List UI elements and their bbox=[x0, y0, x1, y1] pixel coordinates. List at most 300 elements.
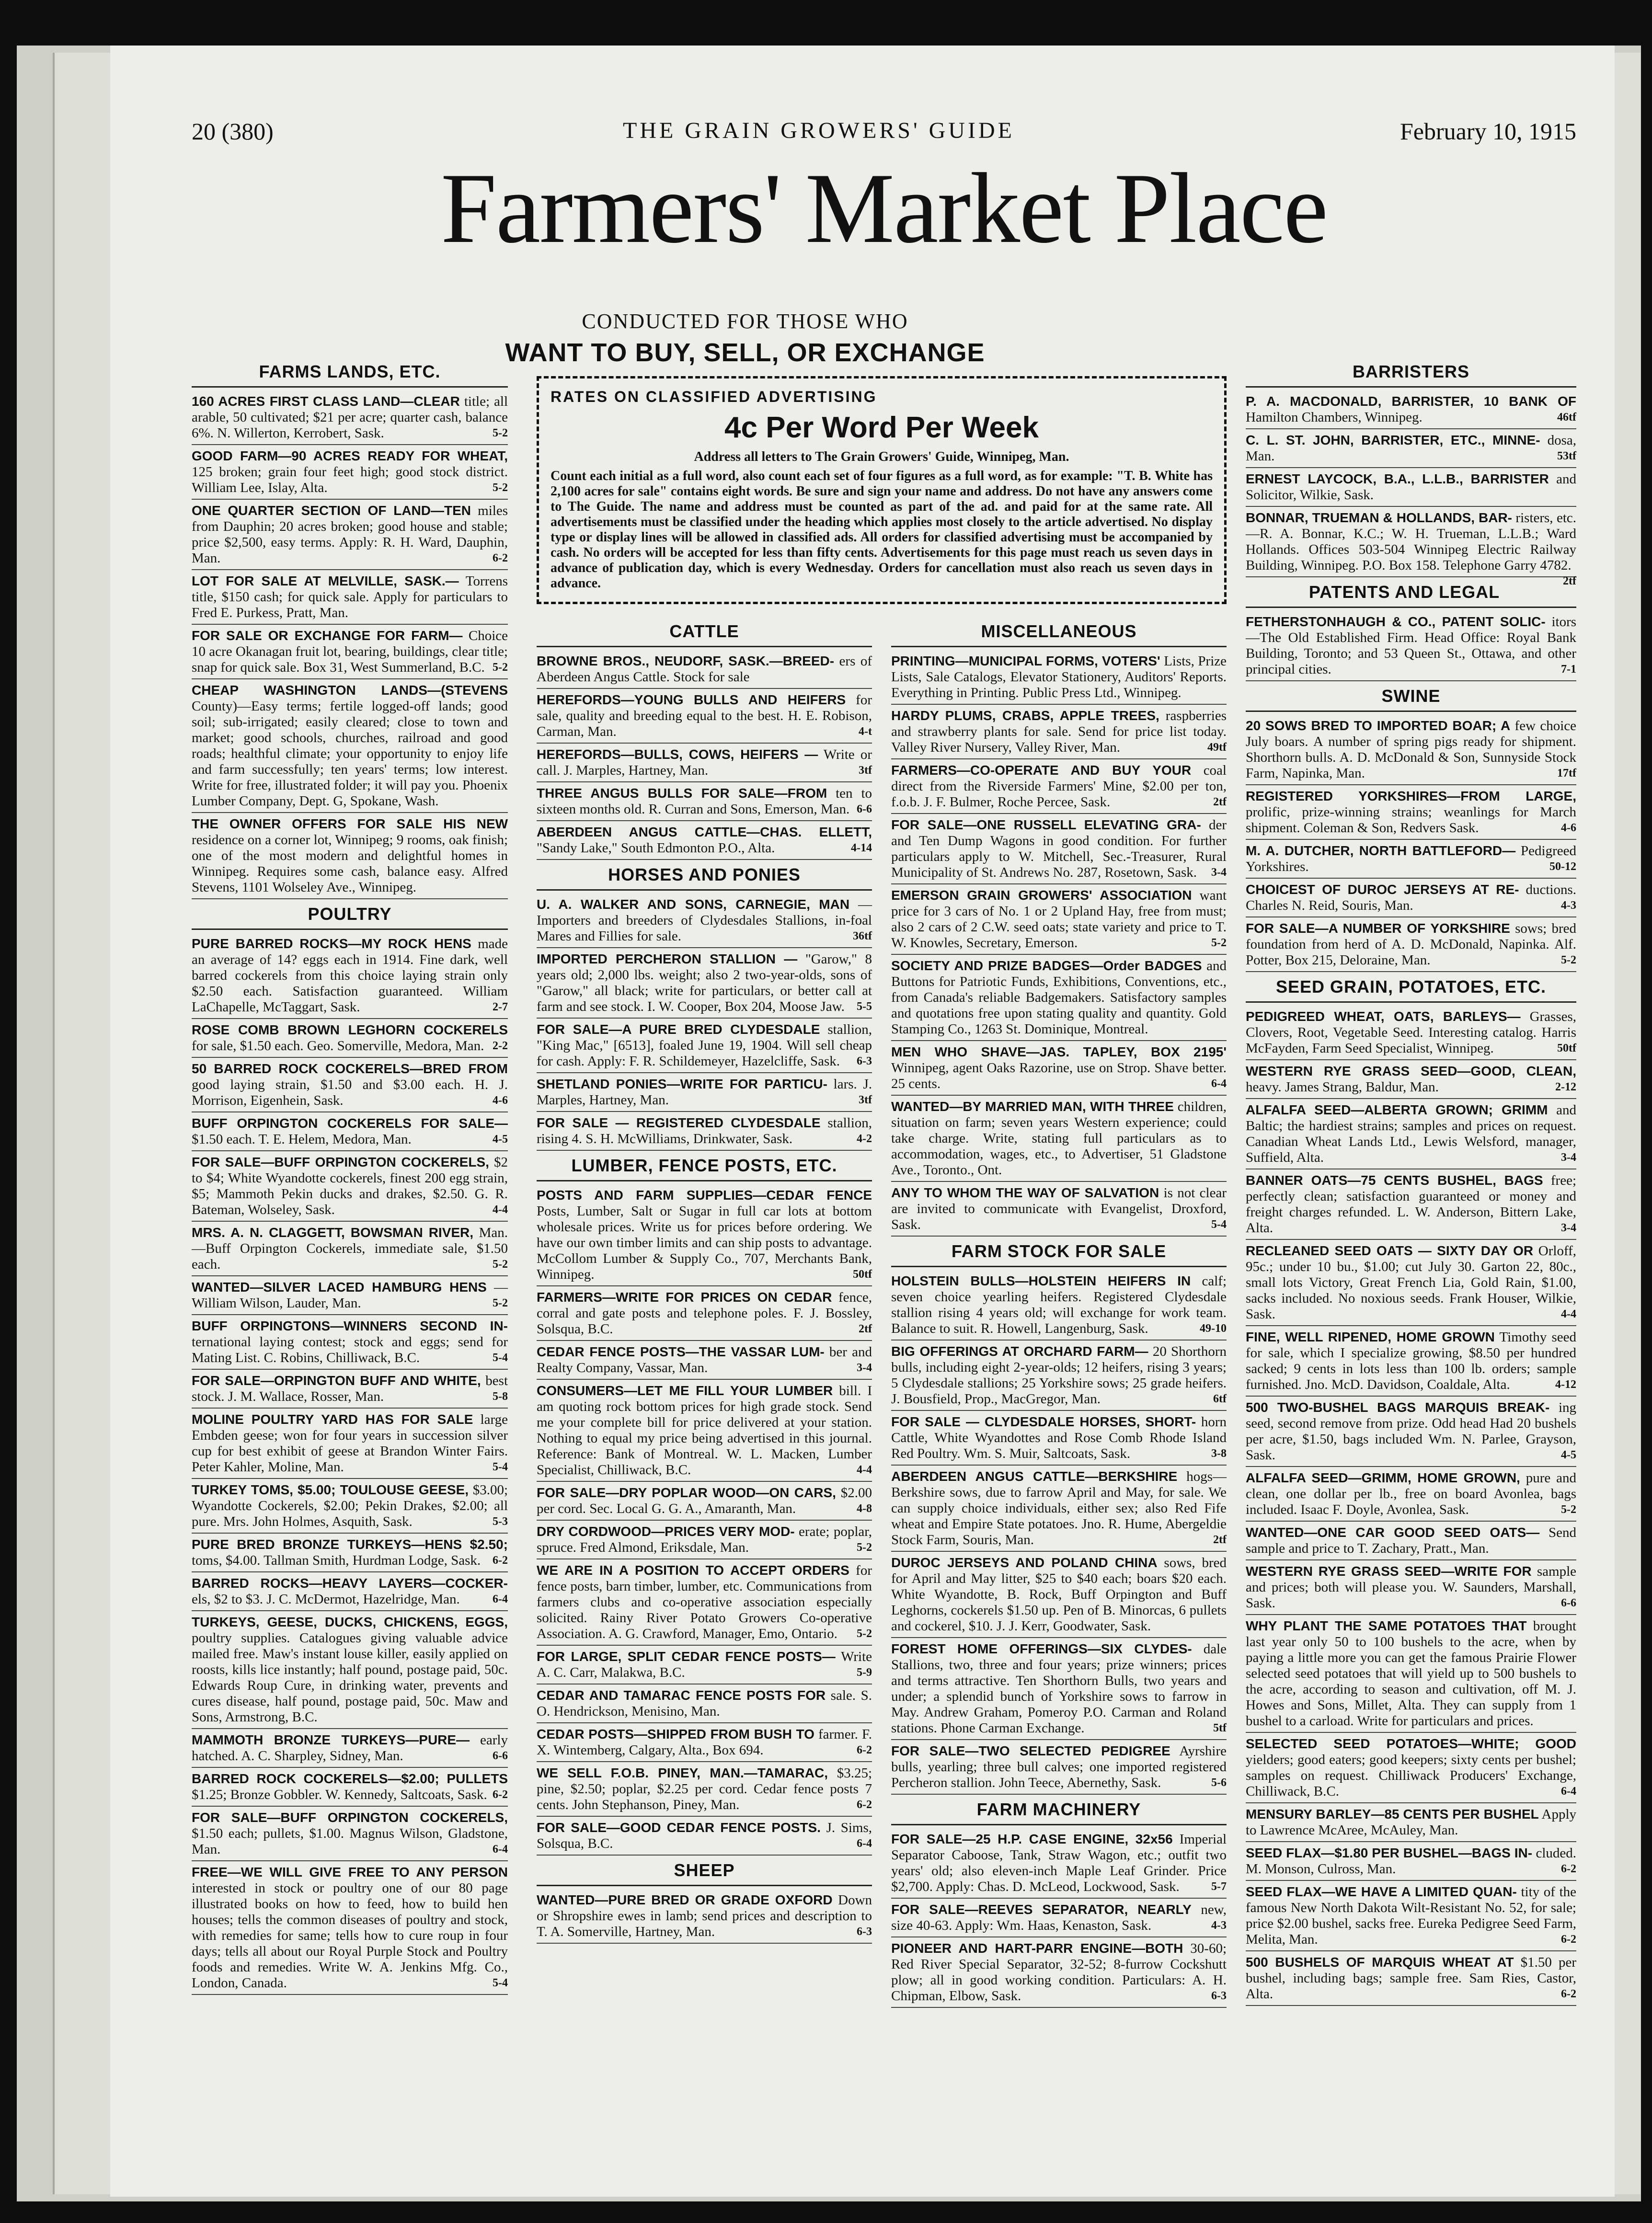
classified-ad bbox=[891, 1041, 1227, 1096]
ad-code: 4-5 bbox=[493, 1133, 508, 1146]
ad-text: lars. J. Marples, Hartney, Man. bbox=[537, 1077, 872, 1108]
ad-code: 5-2 bbox=[1211, 937, 1227, 949]
ad-code: 5-9 bbox=[857, 1666, 872, 1679]
ad-code: 6-2 bbox=[1561, 1863, 1576, 1875]
classified-ad bbox=[1246, 785, 1576, 840]
classified-ad bbox=[891, 1182, 1227, 1237]
ad-heading: BUFF ORPINGTON COCKERELS FOR SALE— bbox=[192, 1116, 508, 1131]
ad-code: 5-2 bbox=[857, 1627, 872, 1640]
ad-text: title; all arable, 50 cultivated; $21 per acre; quarter cash, balance 6%. N. Willerton, Kerrobert, Sask. bbox=[192, 394, 508, 441]
classified-ad bbox=[192, 1861, 508, 1995]
classified-ad bbox=[537, 744, 872, 782]
ad-code: 5-6 bbox=[1211, 1776, 1227, 1789]
ad-text: County)—Easy terms; fertile logged-off lands; good soil; sub-irrigated; easily cleared; close to town and market; good schools, churches, railroad and good roads; healthful climate; your opportunity to enjoy life and farm successfully; ten years' terms; low interest. Write for free, illustrated folder; it will pay you. Phoenix Lumber Company, Dept. G, Spokane, Wash. bbox=[192, 699, 508, 809]
ad-text: stallion, rising 4. S. H. McWilliams, Drinkwater, Sask. bbox=[537, 1115, 872, 1146]
ad-heading: CEDAR POSTS—SHIPPED FROM BUSH TO bbox=[537, 1727, 815, 1742]
classified-ad bbox=[891, 1899, 1227, 1937]
classified-ad bbox=[537, 782, 872, 821]
classified-ad bbox=[192, 625, 508, 679]
ad-code: 6-2 bbox=[1561, 1988, 1576, 2000]
ad-code: 2-12 bbox=[1555, 1081, 1576, 1093]
ad-heading: BONNAR, TRUEMAN & HOLLANDS, BAR- bbox=[1246, 510, 1512, 525]
ad-heading: FOR SALE—GOOD CEDAR FENCE POSTS. bbox=[537, 1820, 821, 1835]
classified-ad bbox=[1246, 1522, 1576, 1560]
ad-text: Lists, Prize Lists, Sale Catalogs, Elevator Stationery, Auditors' Reports. Everything in Printing. Public Press Ltd., Winnipeg. bbox=[891, 653, 1227, 700]
classified-ad bbox=[891, 814, 1227, 884]
classified-ad bbox=[192, 1151, 508, 1222]
ad-text: Choice 10 acre Okanagan fruit lot, bearing, buildings, clear title; snap for quick sale. Box 31, West Summerland, B.C. bbox=[192, 628, 508, 675]
ad-heading: FOR SALE—BUFF ORPINGTON COCKERELS, bbox=[192, 1155, 489, 1169]
classified-ad bbox=[192, 1370, 508, 1409]
ad-code: 4-6 bbox=[1561, 822, 1576, 834]
ad-text: for sale, quality and breeding equal to the best. H. E. Robison, Carman, Man. bbox=[537, 692, 872, 739]
ad-code: 5-2 bbox=[493, 1297, 508, 1309]
ad-heading: BIG OFFERINGS AT ORCHARD FARM— bbox=[891, 1344, 1148, 1359]
ad-code: 4-12 bbox=[1555, 1378, 1576, 1391]
classified-ad bbox=[192, 1807, 508, 1861]
classified-ad bbox=[1246, 1881, 1576, 1951]
ad-heading: CHEAP WASHINGTON LANDS—(STEVENS bbox=[192, 683, 508, 698]
ad-heading: ALFALFA SEED—ALBERTA GROWN; GRIMM bbox=[1246, 1102, 1548, 1117]
barristers-list bbox=[1246, 390, 1577, 587]
ad-heading: 50 BARRED ROCK COCKERELS—BRED FROM bbox=[192, 1061, 508, 1076]
ad-heading: FOR SALE—A PURE BRED CLYDESDALE bbox=[537, 1022, 820, 1037]
classified-ad bbox=[192, 813, 508, 899]
ad-text: dale Stallions, two, three and four years; prize winners; prices and terms attractive. Ten Shorthorn Bulls, two years and under; a splendid bunch of Yorkshire sows to farrow in May. Andrew Graham, Pomeroy P.O. Carman and Roland stations. Phone Carman Exchange. bbox=[891, 1641, 1227, 1736]
ad-text: fence, corral and gate posts and telephone poles. F. J. Bossley, Solsqua, B.C. bbox=[537, 1290, 872, 1337]
ad-text: ing seed, second remove from prize. Odd head Had 20 bushels per acre, $1.50, bags included Wm. N. Parlee, Grayson, Sask. bbox=[1246, 1400, 1576, 1463]
ad-code: 4-8 bbox=[857, 1502, 872, 1515]
column-4 bbox=[1246, 357, 1576, 2006]
ad-code: 6tf bbox=[1213, 1393, 1227, 1405]
ad-heading: PURE BARRED ROCKS—MY ROCK HENS bbox=[192, 936, 471, 951]
classified-ad bbox=[891, 1096, 1227, 1182]
ad-heading: MAMMOTH BRONZE TURKEYS—PURE— bbox=[192, 1732, 470, 1747]
ad-text: want price for 3 cars of No. 1 or 2 Upland Hay, free from must; also 2 cars of 2 C.W. seed oats; state variety and price to T. W. Knowles, Secretary, Emerson. bbox=[891, 888, 1227, 951]
classified-ad bbox=[1246, 1099, 1576, 1169]
section-barristers: BARRISTERS bbox=[1246, 357, 1576, 388]
ad-code: 6-4 bbox=[1211, 1077, 1227, 1090]
ad-heading: MEN WHO SHAVE—JAS. TAPLEY, BOX 2195' bbox=[891, 1044, 1227, 1059]
ad-heading: ALFALFA SEED—GRIMM, HOME GROWN, bbox=[1246, 1470, 1520, 1485]
classified-ad bbox=[891, 759, 1227, 814]
ad-text: interested in stock or poultry one of our 80 page illustrated books on how to feed, how to build hen houses; tells the common diseases of poultry and stock, with remedies for same; tells how to cure roup in four days; tells all about our Royal Purple Stock and Poultry foods and remedies. Write W. A. Jenkins Mfg. Co., London, Canada. bbox=[192, 1880, 508, 1991]
classified-ad bbox=[192, 1409, 508, 1479]
ad-text: ductions. Charles N. Reid, Souris, Man. bbox=[1246, 882, 1576, 913]
classified-ad bbox=[192, 1019, 508, 1058]
center-columns bbox=[537, 617, 1227, 2008]
ad-text: Torrens title, $150 cash; for quick sale. Apply for particulars to Fred E. Purkess, Pratt, Man. bbox=[192, 573, 508, 620]
classified-ad bbox=[537, 1341, 872, 1380]
ad-heading: RECLEANED SEED OATS — SIXTY DAY OR bbox=[1246, 1243, 1534, 1258]
ad-code: 6-2 bbox=[857, 1799, 872, 1811]
masthead-conducted: CONDUCTED FOR THOSE WHO bbox=[582, 309, 908, 333]
ad-heading: MENSURY BARLEY—85 CENTS PER BUSHEL bbox=[1246, 1807, 1539, 1822]
classified-ad bbox=[537, 1184, 872, 1286]
ad-heading: ONE QUARTER SECTION OF LAND—TEN bbox=[192, 503, 471, 518]
classified-ad bbox=[1246, 1803, 1576, 1842]
classified-ad bbox=[192, 1534, 508, 1572]
ad-code: 3-4 bbox=[1211, 866, 1227, 879]
page-header bbox=[192, 117, 1576, 146]
section-swine: SWINE bbox=[1246, 681, 1576, 712]
patents-list bbox=[1246, 611, 1576, 681]
ad-code: 6-4 bbox=[493, 1593, 508, 1605]
center-block bbox=[537, 376, 1227, 2008]
ad-heading: FOR SALE—TWO SELECTED PEDIGREE bbox=[891, 1743, 1170, 1758]
section-misc: MISCELLANEOUS bbox=[891, 617, 1227, 647]
ad-heading: THE OWNER OFFERS FOR SALE HIS NEW bbox=[192, 816, 508, 831]
ad-code: 3tf bbox=[859, 1094, 872, 1106]
ad-code: 5-7 bbox=[1211, 1880, 1227, 1893]
ad-heading: WANTED—SILVER LACED HAMBURG HENS bbox=[192, 1280, 487, 1295]
ad-code: 2-2 bbox=[493, 1040, 508, 1052]
ad-heading: FOR SALE—ORPINGTON BUFF AND WHITE, bbox=[192, 1373, 481, 1388]
ad-text: dosa, Man. bbox=[1246, 433, 1577, 464]
classified-ad bbox=[891, 1740, 1227, 1795]
ad-heading: 20 SOWS BRED TO IMPORTED BOAR; A bbox=[1246, 718, 1511, 733]
classified-ad bbox=[192, 445, 508, 500]
ad-text: new, size 40-63. Apply: Wm. Haas, Kenaston, Sask. bbox=[891, 1902, 1227, 1933]
ad-text: "Sandy Lake," South Edmonton P.O., Alta. bbox=[537, 840, 775, 856]
ad-heading: BARRED ROCK COCKERELS—$2.00; PULLETS bbox=[192, 1771, 508, 1786]
cattle-list bbox=[537, 650, 872, 860]
page-number: 20 (380) bbox=[192, 118, 274, 145]
ad-text: tity of the famous New North Dakota Wilt-Resistant No. 52, for sale; price $2.00 bushel, sacks free. Eureka Pedigree Seed Farm, Melita, Man. bbox=[1246, 1884, 1577, 1947]
ad-text: —Importers and breeders of Clydesdales Stallions, in-foal Mares and Fillies for sale. bbox=[537, 897, 872, 944]
ad-heading: FOR SALE—DRY POPLAR WOOD—ON CARS, bbox=[537, 1485, 836, 1500]
sheep-list bbox=[537, 1889, 872, 1944]
machinery-list bbox=[891, 1828, 1227, 2008]
ad-heading: HOLSTEIN BULLS—HOLSTEIN HEIFERS IN bbox=[891, 1273, 1191, 1288]
ad-heading: ABERDEEN ANGUS CATTLE—CHAS. ELLETT, bbox=[537, 825, 872, 839]
classified-ad bbox=[537, 1112, 872, 1151]
ad-code: 4-4 bbox=[493, 1203, 508, 1216]
section-farm-lands: FARMS LANDS, ETC. bbox=[192, 357, 508, 388]
classified-ad bbox=[1246, 1006, 1576, 1060]
ad-heading: FOR SALE—REEVES SEPARATOR, NEARLY bbox=[891, 1902, 1192, 1917]
ad-heading: WESTERN RYE GRASS SEED—WRITE FOR bbox=[1246, 1564, 1532, 1579]
ad-heading: BANNER OATS—75 CENTS BUSHEL, BAGS bbox=[1246, 1173, 1543, 1188]
ad-heading: FINE, WELL RIPENED, HOME GROWN bbox=[1246, 1329, 1495, 1344]
ad-heading: IMPORTED PERCHERON STALLION — bbox=[537, 951, 798, 966]
classified-ad bbox=[537, 821, 872, 860]
ad-text: els, $2 to $3. J. C. McDermot, Hazelridge, Man. bbox=[192, 1592, 460, 1607]
column-3 bbox=[891, 617, 1227, 2008]
ad-heading: REGISTERED YORKSHIRES—FROM LARGE, bbox=[1246, 789, 1576, 803]
farm-stock-list bbox=[891, 1270, 1227, 1795]
ad-heading: WANTED—BY MARRIED MAN, WITH THREE bbox=[891, 1099, 1174, 1114]
classified-ad bbox=[1246, 1615, 1576, 1733]
ad-heading: BROWNE BROS., NEUDORF, SASK.—BREED- bbox=[537, 653, 835, 668]
classified-ad bbox=[891, 1341, 1227, 1411]
ad-text: farmer. F. X. Wintemberg, Calgary, Alta., Box 694. bbox=[537, 1727, 872, 1758]
ad-text: Pedigreed Yorkshires. bbox=[1246, 843, 1577, 874]
classified-ad bbox=[537, 1073, 872, 1112]
ad-text: 30-60; Red River Special Separator, 32-52; 8-furrow Cockshutt plow; all in good working condition. Particulars: A. H. Chipman, Elbow, Sask. bbox=[891, 1941, 1227, 2004]
rates-title: RATES ON CLASSIFIED ADVERTISING bbox=[551, 388, 877, 405]
classified-ad bbox=[891, 705, 1227, 759]
ad-text: 20 Shorthorn bulls, including eight 2-year-olds; 12 heifers, rising 3 years; 5 Clydesdale stallions; 25 Yorkshire sows; 25 grade heifers. J. Bousfield, Prop., MacGregor, Man. bbox=[891, 1344, 1227, 1407]
ad-code: 5-2 bbox=[1561, 1503, 1576, 1516]
ad-text: yielders; good eaters; good keepers; sixty cents per bushel; samples on request. Chilliwack Producers' Exchange, Chilliwack, B.C. bbox=[1246, 1752, 1576, 1799]
ad-text: ber and Realty Company, Vassar, Man. bbox=[537, 1344, 872, 1375]
ad-heading: GOOD FARM—90 ACRES READY FOR WHEAT, bbox=[192, 448, 508, 463]
ad-heading: HEREFORDS—BULLS, COWS, HEIFERS — bbox=[537, 747, 818, 762]
classified-ad bbox=[1246, 1169, 1576, 1240]
ad-heading: P. A. MACDONALD, BARRISTER, 10 BANK OF bbox=[1246, 394, 1576, 409]
ad-text: good laying strain, $1.50 and $3.00 each. H. J. Morrison, Eigenhein, Sask. bbox=[192, 1077, 508, 1108]
ad-text: erate; poplar, spruce. Fred Almond, Eriksdale, Man. bbox=[537, 1524, 872, 1555]
ad-heading: FOR SALE — CLYDESDALE HORSES, SHORT- bbox=[891, 1414, 1196, 1429]
ad-heading: FREE—WE WILL GIVE FREE TO ANY PERSON bbox=[192, 1865, 508, 1879]
ad-code: 3-4 bbox=[1561, 1151, 1576, 1164]
classified-ad bbox=[891, 955, 1227, 1041]
ad-text: for fence posts, barn timber, lumber, etc. Communications from farmers clubs and co-operative association especially solicited. Rainy River Potato Growers Co-operative Association. A. G. Crawford, Manager, Emo, Ontario. bbox=[537, 1563, 872, 1641]
ad-code: 5-4 bbox=[493, 1352, 508, 1364]
ad-text: $1.50 each. T. E. Helem, Medora, Man. bbox=[192, 1132, 412, 1147]
classified-ad bbox=[1246, 1326, 1576, 1397]
ad-text: stallion, "King Mac," [6513], foaled June 19, 1904. Will sell cheap for cash. Apply: F. R. Schildemeyer, Hazelcliffe, Sask. bbox=[537, 1022, 872, 1069]
ad-text: hogs—Berkshire sows, due to farrow April and May, for sale. We can supply choice individuals, either sex; also Red Fife wheat and Empire State potatoes. Jno. R. Hume, Abergeldie Stock Farm, Souris, Man. bbox=[891, 1469, 1227, 1547]
ad-text: for sale, $1.50 each. Geo. Somerville, Medora, Man. bbox=[192, 1038, 484, 1054]
ad-code: 4-t bbox=[859, 725, 872, 738]
ad-heading: FARMERS—WRITE FOR PRICES ON CEDAR bbox=[537, 1290, 832, 1305]
ad-code: 4-5 bbox=[1561, 1449, 1576, 1461]
ad-code: 5-8 bbox=[493, 1390, 508, 1403]
classified-ad bbox=[192, 570, 508, 625]
ad-text: der and Ten Dump Wagons in good condition. For further particulars apply to W. Mitchell, Sec.-Treasurer, Rural Municipality of St. Andrews No. 287, Rosetown, Sask. bbox=[891, 817, 1227, 880]
ad-code: 5-2 bbox=[493, 481, 508, 494]
classified-ad bbox=[537, 1723, 872, 1762]
ad-heading: 160 ACRES FIRST CLASS LAND—CLEAR bbox=[192, 394, 460, 409]
classified-ad bbox=[537, 1019, 872, 1073]
ad-heading: PIONEER AND HART-PARR ENGINE—BOTH bbox=[891, 1941, 1183, 1956]
ad-heading: WE SELL F.O.B. PINEY, MAN.—TAMARAC, bbox=[537, 1765, 828, 1780]
ad-text: sows, bred for April and May litter, $25 to $40 each; boars $20 each. White Wyandotte, B. Rock, Buff Orpington and Buff Leghorns, cockerels $1.50 up. Pen of B. Minorcas, 6 pullets and cockerel, $10. J. J. Kerr, Goodwater, Sask. bbox=[891, 1555, 1227, 1634]
classified-ad bbox=[1246, 917, 1576, 972]
ad-text: made an average of 14? eggs each in 1914. Fine dark, well barred cockerels from this choice laying strain only $2.50 each. Satisfaction guaranteed. William LaChapelle, McTaggart, Sask. bbox=[192, 936, 508, 1015]
ad-heading: CONSUMERS—LET ME FILL YOUR LUMBER bbox=[537, 1383, 833, 1398]
ad-heading: FETHERSTONHAUGH & CO., PATENT SOLIC- bbox=[1246, 614, 1546, 629]
classified-ad bbox=[1246, 611, 1576, 681]
ad-text: bill. I am quoting rock bottom prices for high grade stock. Send me your complete bill for price delivered at your station. Nothing to equal my price being advertised in this journal. Reference: Bank of Montreal. W. L. Macken, Lumber Specialist, Chilliwack, B.C. bbox=[537, 1383, 872, 1478]
ad-text: Imperial Separator Caboose, Tank, Straw Wagon, etc.; outfit two years' old; also eleven-inch Maple Leaf Grinder. Price $2,700. Apply: Chas. D. McLeod, Lockwood, Sask. bbox=[891, 1832, 1227, 1894]
ad-code: 49tf bbox=[1207, 741, 1227, 754]
ad-heading: FOR SALE—ONE RUSSELL ELEVATING GRA- bbox=[891, 817, 1201, 832]
classified-ad bbox=[537, 1817, 872, 1856]
rates-box bbox=[537, 376, 1227, 604]
ad-code: 6-6 bbox=[493, 1750, 508, 1762]
ad-heading: TURKEYS, GEESE, DUCKS, CHICKENS, EGGS, bbox=[192, 1615, 508, 1629]
ad-code: 3-8 bbox=[1211, 1447, 1227, 1460]
ad-code: 3tf bbox=[859, 764, 872, 777]
classified-ad bbox=[192, 933, 508, 1019]
ad-code: 2-7 bbox=[493, 1001, 508, 1013]
section-machinery: FARM MACHINERY bbox=[891, 1795, 1227, 1825]
ad-text: sample and prices; both will please you. W. Saunders, Marshall, Sask. bbox=[1246, 1564, 1577, 1611]
classified-ad bbox=[891, 1638, 1227, 1740]
ad-text: Grasses, Clovers, Root, Vegetable Seed. Interesting catalog. Harris McFayden, Farm Seed Specialist, Winnipeg. bbox=[1246, 1009, 1577, 1056]
ad-heading: ERNEST LAYCOCK, B.A., L.L.B., BARRISTER bbox=[1246, 471, 1549, 486]
farm-lands-list bbox=[192, 390, 508, 899]
ad-code: 6-2 bbox=[493, 1554, 508, 1567]
column-2 bbox=[537, 617, 872, 2008]
ad-text: coal direct from the Riverside Farmers' Mine, $2.00 per ton, f.o.b. J. F. Bulmer, Roche Percee, Sask. bbox=[891, 763, 1227, 810]
ad-heading: DUROC JERSEYS AND POLAND CHINA bbox=[891, 1555, 1158, 1570]
classified-ad bbox=[192, 1729, 508, 1768]
ad-heading: TURKEY TOMS, $5.00; TOULOUSE GEESE, bbox=[192, 1482, 469, 1497]
ad-code: 3-4 bbox=[857, 1362, 872, 1374]
ad-text: toms, $4.00. Tallman Smith, Hurdman Lodge, Sask. bbox=[192, 1553, 481, 1568]
section-farm-stock: FARM STOCK FOR SALE bbox=[891, 1237, 1227, 1267]
ad-heading: MRS. A. N. CLAGGETT, BOWSMAN RIVER, bbox=[192, 1225, 474, 1240]
seed-list bbox=[1246, 1006, 1576, 2006]
classified-ad bbox=[192, 1222, 508, 1276]
ad-heading: FOREST HOME OFFERINGS—SIX CLYDES- bbox=[891, 1641, 1192, 1656]
classified-ad bbox=[891, 1937, 1227, 2008]
classified-ad bbox=[192, 1611, 508, 1729]
classified-ad bbox=[1246, 1842, 1576, 1881]
ad-text: sale. S. O. Hendrickson, Menisino, Man. bbox=[537, 1688, 872, 1719]
ad-code: 46tf bbox=[1557, 411, 1576, 424]
ad-code: 6-2 bbox=[493, 552, 508, 564]
classified-ad bbox=[537, 689, 872, 744]
ad-code: 50tf bbox=[853, 1268, 872, 1281]
ad-text: calf; seven choice yearling heifers. Registered Clydesdale stallion rising 4 years old; will exchange for work team. Balance to suit. R. Howell, Langenburg, Sask. bbox=[891, 1273, 1227, 1336]
section-patents: PATENTS AND LEGAL bbox=[1246, 577, 1576, 608]
ad-code: 5-2 bbox=[1561, 954, 1576, 966]
section-seed: SEED GRAIN, POTATOES, ETC. bbox=[1246, 972, 1576, 1003]
ad-text: $3.00; Wyandotte Cockerels, $2.00; Pekin Drakes, $2.00; all pure. Mrs. John Holmes, Asquith, Sask. bbox=[192, 1482, 508, 1529]
ad-text: few choice July boars. A number of spring pigs ready for shipment. Shorthorn bulls. A. D. McDonald & Son, Sunnyside Stock Farm, Napinka, Man. bbox=[1246, 718, 1577, 781]
ad-heading: M. A. DUTCHER, NORTH BATTLEFORD— bbox=[1246, 843, 1516, 858]
ad-text: is not clear are invited to communicate with Evangelist, Droxford, Sask. bbox=[891, 1185, 1227, 1232]
ad-text: and Baltic; the hardiest strains; samples and prices on request. Canadian Wheat Lands Ltd., Lewis Welsford, manager, Suffield, Alta. bbox=[1246, 1102, 1576, 1165]
ad-code: 17tf bbox=[1557, 767, 1576, 779]
classified-ad bbox=[537, 1482, 872, 1521]
ad-text: Winnipeg, agent Oaks Razorine, use on Strop. Shave better. 25 cents. bbox=[891, 1060, 1227, 1091]
classified-ad bbox=[1246, 468, 1576, 507]
classified-ad bbox=[192, 1112, 508, 1151]
ad-heading: MOLINE POULTRY YARD HAS FOR SALE bbox=[192, 1412, 473, 1427]
ad-heading: CEDAR AND TAMARAC FENCE POSTS FOR bbox=[537, 1688, 826, 1703]
ad-heading: DRY CORDWOOD—PRICES VERY MOD- bbox=[537, 1524, 795, 1539]
ad-heading: FARMERS—CO-OPERATE AND BUY YOUR bbox=[891, 763, 1192, 778]
ad-heading: WE ARE IN A POSITION TO ACCEPT ORDERS bbox=[537, 1563, 849, 1578]
classified-ad bbox=[537, 1684, 872, 1723]
ad-heading: CEDAR FENCE POSTS—THE VASSAR LUM- bbox=[537, 1344, 825, 1359]
ad-text: ternational laying contest; stock and eggs; send for Mating List. C. Robins, Chilliwack, B.C. bbox=[192, 1334, 508, 1365]
classified-ad bbox=[192, 1315, 508, 1370]
ad-heading: SELECTED SEED POTATOES—WHITE; GOOD bbox=[1246, 1736, 1576, 1751]
classified-ad bbox=[192, 500, 508, 570]
ad-code: 5-2 bbox=[493, 661, 508, 674]
ad-text: "Garow," 8 years old; 2,000 lbs. weight; also 2 two-year-olds, sons of "Garow," all black; write for particulars, or better call at farm and see stock. I. W. Cooper, Box 204, Moose Jaw. bbox=[537, 951, 872, 1014]
ad-text: prolific, prize-winning strains; weanlings for March shipment. Coleman & Son, Redvers Sask. bbox=[1246, 804, 1576, 836]
classified-ad bbox=[192, 1276, 508, 1315]
classified-ad bbox=[891, 1552, 1227, 1638]
classified-ad bbox=[192, 1768, 508, 1807]
ad-code: 4-4 bbox=[857, 1464, 872, 1476]
ad-text: Ayrshire bulls, yearling; three bull calves; one imported registered Percheron stallion. John Teece, Abernethy, Sask. bbox=[891, 1743, 1227, 1790]
ad-text: Hamilton Chambers, Winnipeg. bbox=[1246, 410, 1423, 425]
ad-heading: FOR SALE OR EXCHANGE FOR FARM— bbox=[192, 628, 463, 643]
ad-code: 2tf bbox=[859, 1323, 872, 1335]
ad-text: ten to sixteen months old. R. Curran and Sons, Emerson, Man. bbox=[537, 786, 872, 817]
ad-heading: EMERSON GRAIN GROWERS' ASSOCIATION bbox=[891, 888, 1192, 903]
ad-heading: SHETLAND PONIES—WRITE FOR PARTICU- bbox=[537, 1077, 827, 1091]
classified-ad bbox=[537, 1889, 872, 1944]
ad-text: residence on a corner lot, Winnipeg; 9 rooms, oak finish; one of the most modern and delightful homes in Winnipeg. Requires some cash, balance easy. Alfred Stevens, 1101 Wolseley Ave., Winnipeg. bbox=[192, 832, 508, 895]
ad-heading: FOR SALE—BUFF ORPINGTON COCKERELS, bbox=[192, 1810, 508, 1825]
ad-text: $1.25; Bronze Gobbler. W. Kennedy, Saltcoats, Sask. bbox=[192, 1787, 487, 1802]
ad-text: miles from Dauphin; 20 acres broken; good house and stable; price $2,500, easy terms. Apply: R. H. Ward, Dauphin, Man. bbox=[192, 503, 508, 566]
ad-text: Orloff, 95c.; under 10 bu., $1.00; cut July 30. Garton 22, 80c., small lots Victory, Great French Lia, Gold Rain, $1.00, sacks included. No noxious seeds. Frank Houser, Wilkie, Sask. bbox=[1246, 1243, 1576, 1322]
ad-heading: FOR SALE—25 H.P. CASE ENGINE, 32x56 bbox=[891, 1832, 1173, 1846]
ad-text: poultry supplies. Catalogues giving valuable advice mailed free. Maw's instant louse killer, easily applied on roosts, kills lice instantly; half pound, postage paid, 50c. Edwards Roup Cure, in drinking water, prevents and cures disease, half pound, postage paid, 50c. Maw and Sons, Armstrong, B.C. bbox=[192, 1630, 508, 1725]
ad-text: brought last year only 50 to 100 bushels to the acre, when by paying a little more you can get the famous Prairie Flower selected seed potatoes that will yield up to 500 bushels to the acre, according to season and cultivation, off M. J. Howes and Sons, Millet, Alta. They can supply from 1 bushel to a carload. Write for particulars and prices. bbox=[1246, 1618, 1577, 1729]
classified-ad bbox=[1246, 1951, 1576, 2006]
classified-ad bbox=[537, 1286, 872, 1341]
masthead-want: WANT TO BUY, SELL, OR EXCHANGE bbox=[505, 338, 985, 367]
ad-code: 4-2 bbox=[857, 1133, 872, 1145]
rates-body: Count each initial as a full word, also count each set of four figures as a full word, as for example: "T. B. White has 2,100 acres for sale" contains eight words. Be sure and sign your name and address. Do not have any answers come to The Guide. The name and address must be counted as part of the ad. and paid for at the same rate. All advertisements must be classified under the heading which applies most closely to the article advertised. No display type or display lines will be allowed in classified ads. All orders for classified advertising must be accompanied by cash. No orders will be accepted for less than fifty cents. Advertisements for this page must reach us seven days in advance of publication day, which is every Wednesday. Orders for cancellation must also reach us seven days in advance. bbox=[551, 469, 1213, 591]
classified-ad bbox=[1246, 1240, 1576, 1326]
ad-text: early hatched. A. C. Sharpley, Sidney, Man. bbox=[192, 1732, 508, 1764]
ad-code: 6-2 bbox=[1561, 1933, 1576, 1946]
ad-code: 53tf bbox=[1557, 450, 1576, 462]
classified-ad bbox=[1246, 879, 1576, 917]
ad-text: and Solicitor, Wilkie, Sask. bbox=[1246, 471, 1576, 503]
ad-code: 5tf bbox=[1213, 1722, 1227, 1734]
ad-text: 125 broken; grain four feet high; good stock district. William Lee, Islay, Alta. bbox=[192, 464, 508, 495]
classified-ad bbox=[192, 1058, 508, 1112]
ad-code: 5-5 bbox=[857, 1000, 872, 1013]
classified-ad bbox=[891, 650, 1227, 705]
ad-code: 5-3 bbox=[493, 1515, 508, 1528]
ad-code: 5-4 bbox=[493, 1977, 508, 1989]
ad-heading: SEED FLAX—WE HAVE A LIMITED QUAN- bbox=[1246, 1884, 1517, 1899]
swine-list bbox=[1246, 715, 1576, 972]
ad-heading: THREE ANGUS BULLS FOR SALE—FROM bbox=[537, 786, 827, 801]
ad-code: 6-4 bbox=[857, 1837, 872, 1850]
ad-text: children, situation on farm; seven years Western experience; could take charge. Write, stating full particulars as to accommodation, wages, etc., to Advertiser, 51 Gladstone Ave., Toronto., Ont. bbox=[891, 1099, 1227, 1178]
classified-ad bbox=[537, 1521, 872, 1559]
classified-ad bbox=[891, 1270, 1227, 1341]
ad-text: horn Cattle, White Wyandottes and Rose Comb Rhode Island Red Poultry. Wm. S. Muir, Saltcoats, Sask. bbox=[891, 1414, 1227, 1461]
ad-text: heavy. James Strang, Baldur, Man. bbox=[1246, 1079, 1439, 1095]
ad-heading: BARRED ROCKS—HEAVY LAYERS—COCKER- bbox=[192, 1576, 508, 1591]
classified-ad bbox=[1246, 1560, 1576, 1615]
ad-text: $2 to $4; White Wyandotte cockerels, finest 200 egg strain, $5; Mammoth Pekin ducks and drakes, $2.50. G. R. Bateman, Wolseley, Sask. bbox=[192, 1155, 508, 1217]
publication-name: THE GRAIN GROWERS' GUIDE bbox=[623, 118, 1015, 143]
ad-heading: FOR LARGE, SPLIT CEDAR FENCE POSTS— bbox=[537, 1649, 836, 1664]
rates-price: 4c Per Word Per Week bbox=[724, 411, 1039, 444]
ad-code: 4-3 bbox=[1561, 899, 1576, 912]
ad-text: Apply to Lawrence McAree, McAuley, Man. bbox=[1246, 1807, 1576, 1838]
ad-heading: SOCIETY AND PRIZE BADGES—Order BADGES bbox=[891, 958, 1202, 973]
ad-code: 5-4 bbox=[493, 1461, 508, 1473]
section-horses: HORSES AND PONIES bbox=[537, 860, 872, 891]
ad-code: 6-3 bbox=[857, 1925, 872, 1938]
ad-text: itors—The Old Established Firm. Head Office: Royal Bank Building, Toronto; and 53 Queen St., Ottawa, and other principal cities. bbox=[1246, 614, 1577, 677]
issue-date: February 10, 1915 bbox=[1400, 118, 1576, 145]
ad-code: 6-2 bbox=[857, 1744, 872, 1756]
ad-heading: 500 TWO-BUSHEL BAGS MARQUIS BREAK- bbox=[1246, 1400, 1550, 1415]
ad-heading: ANY TO WHOM THE WAY OF SALVATION bbox=[891, 1185, 1159, 1200]
poultry-list bbox=[192, 933, 508, 1995]
